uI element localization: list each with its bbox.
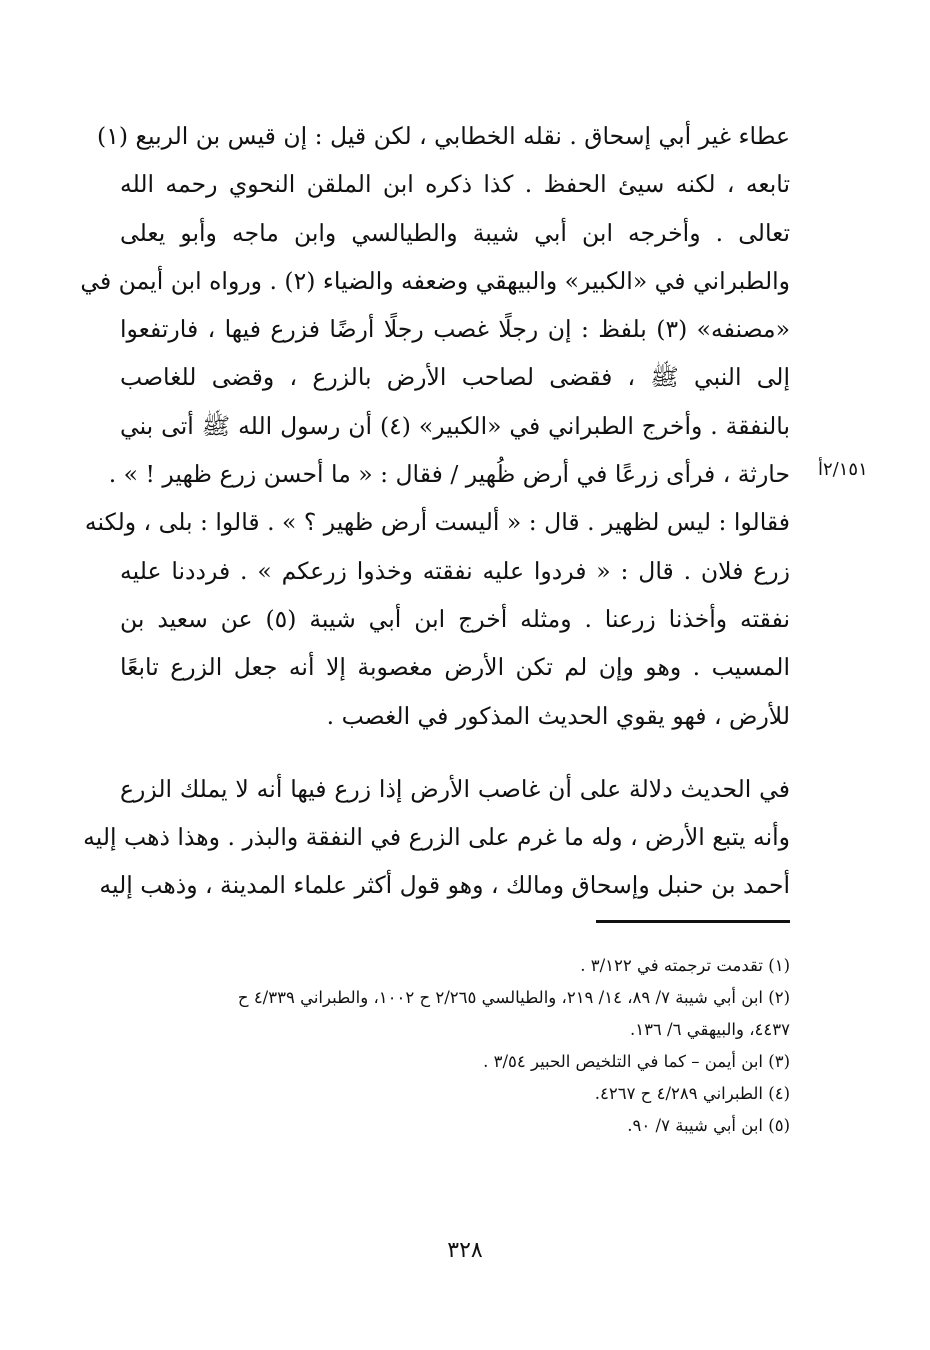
text-line: عطاء غير أبي إسحاق . نقله الخطابي ، لكن قيل : إن قيس بن الربيع (١) [97,122,790,150]
footnote: (١) تقدمت ترجمته في ٣/١٢٢ . [580,956,790,975]
footnote: (٤) الطبراني ٤/٢٨٩ ح ٤٢٦٧. [594,1084,790,1103]
text-line: تعالى . وأخرجه ابن أبي شيبة والطيالسي وابن ماجه وأبو يعلى [120,218,790,247]
footnote: (٣) ابن أيمن – كما في التلخيص الحبير ٣/٥٤ . [483,1052,790,1071]
text-line: «مصنفه» (٣) بلفظ : إن رجلًا غصب رجلًا أرضًا فزرع فيها ، فارتفعوا [120,315,790,344]
manuscript-folio-note: ٢/١٥١أ [818,459,868,480]
text-line: في الحديث دلالة على أن غاصب الأرض إذا زرع فيها أنه لا يملك الزرع [120,774,790,803]
footnote: (٥) ابن أبي شيبة ٧/ ٩٠. [627,1116,790,1135]
text-line: أحمد بن حنبل وإسحاق ومالك ، وهو قول أكثر علماء المدينة ، وذهب إليه [99,871,790,900]
paragraph-2 [83,765,790,910]
text-line: المسيب . وهو وإن لم تكن الأرض مغصوبة إلا أنه جعل الزرع تابعًا [120,653,790,682]
main-text [80,112,790,910]
text-line: زرع فلان . قال : « فردوا عليه نفقته وخذوا زرعكم » . فرددنا عليه [120,556,790,585]
text-line: للأرض ، فهو يقوي الحديث المذكور في الغصب . [326,701,790,730]
footnotes [120,950,790,1142]
paragraph-gap [120,740,790,765]
text-line: فقالوا : ليس لظهير . قال : « أليست أرض ظهير ؟ » . قالوا : بلى ، ولكنه [84,508,790,537]
text-line: حارثة ، فرأى زرعًا في أرض ظُهير / فقال : « ما أحسن زرع ظهير ! » . [108,460,790,489]
footnote: (٢) ابن أبي شيبة ٧/ ٨٩، ١٤/ ٢١٩، والطيالسي ٢/٢٦٥ ح ١٠٠٢، والطبراني ٤/٣٣٩ ح [237,988,790,1007]
text-line: وأنه يتبع الأرض ، وله ما غرم على الزرع في النفقة والبذر . وهذا ذهب إليه [83,823,790,852]
page-number: ٣٢٨ [447,1238,483,1263]
text-line: نفقته وأخذنا زرعنا . ومثله أخرج ابن أبي شيبة (٥) عن سعيد بن [120,604,790,633]
text-line: والطبراني في «الكبير» والبيهقي وضعفه والضياء (٢) . ورواه ابن أيمن في [80,266,790,295]
text-line: تابعه ، لكنه سيئ الحفظ . كذا ذكره ابن الملقن النحوي رحمه الله [120,170,790,199]
footnote-separator [596,920,790,923]
text-line: بالنفقة . وأخرج الطبراني في «الكبير» (٤) أن رسول الله ﷺ أتى بني [120,411,790,440]
text-line: إلى النبي ﷺ ، فقضى لصاحب الأرض بالزرع ، وقضى للغاصب [120,363,790,392]
footnote-continuation: ٤٤٣٧، والبيهقي ٦/ ١٣٦. [629,1020,790,1039]
paragraph-1 [80,112,790,740]
